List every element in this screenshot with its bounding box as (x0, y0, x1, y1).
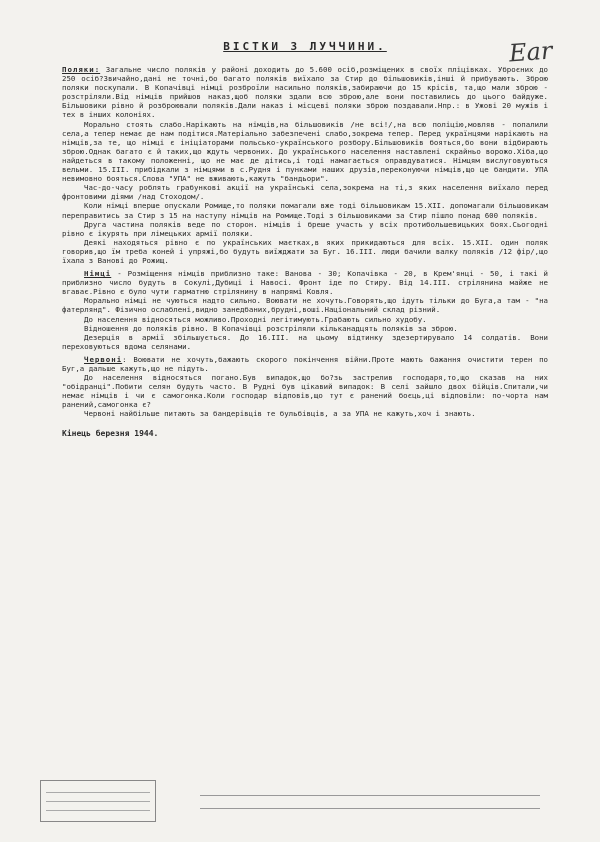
paragraph: Морально німці не чуються надто сильно. Воювати не хочуть.Говорять,що ідуть тільки до Буга,а там - "на фатерлянд". Фізично ослаблені,видно занедбаних,брудні,воші.Національний склад різний. (62, 296, 548, 315)
paragraph: Червоні: Воювати не хочуть,бажають скорого покінчення війни.Проте мають бажання очистити терен по Буг,а дальше кажуть,що не підуть. (62, 354, 548, 373)
paragraph: Відношення до поляків рівно. В Копачівці розстріляли кільканадцять поляків за зброю. (84, 323, 458, 333)
paragraph: Коли німці вперше опускали Ромище,то поляки помагали вже тоді більшовикам 15.ХІІ. допомагали більшовикам переправитись за Стир з 15 на наступу німців на Ромище.Тоді з більшовиками за Стир пішло понад 600 поляків. (62, 201, 548, 220)
paragraph: Німці - Розміщення німців приблизно таке: Ванова - 30; Копачівка - 20, в Крем'янці - 50, і такі й приблизно число будуть в Сокулі,Дубиці і Навосі. Фронт іде по Стиру. Від 14.ІІІ. стрілянина майже не вгаває.Рівно є було чути гарматню стрілянину в напрямі Ковля. (62, 269, 548, 297)
paragraph: Поляки: Загальне число поляків у районі доходить до 5.600 осіб,розміщених в своїх пліцівках. Уброєних до 250 осіб?Звичайно,дані не точні,бо багато поляків виїхало за Стир до більшовиків,інші й прибувають. Зброю поляки поскупали. В Копачівці німці розброїли насильно поляків,забираючи до 15 крісів, та,що мали зброю - розстріляли.Від німців прийшов наказ,щоб поляки здали всю зброю,але вони поставились до цього байдуже. Більшовики рівно й розброювали поляків.Дали наказ і місцеві поляки зброю поздавали.Нпр.: в Ужові 20 мужів і тех в інших колоніях. (62, 65, 548, 120)
footer-rule (200, 795, 540, 821)
paragraph: Дезерція в армії збільшується. До 16.ІІІ. на цьому відтинку здезертирувало 14 солдатів. Вони переховуються вдома селянами. (62, 332, 548, 351)
signature-date: Кінець березня 1944. (62, 428, 159, 438)
paragraph: Друга частина поляків веде по сторон. німців і бреше участь у всіх протибольшевицьких боях.Сьогодні рівно є ікурять при лімецьких армії поляки. (62, 219, 548, 238)
paragraph: До населення відносяться погано.Був випадок,що бо?зь застрелив господаря,то,що сказав на них "обідранці".Побити селян будуть часто. В Рудні був цікавий випадок: В селі зайшло двох бійців.Спитали,чи немає німців і чи є самогонка.Коли господар відповів,що тут є ранений боєць,ці відповіли: по-чорта нам ранений,самогонка є? (62, 373, 548, 410)
document-title: ВІСТКИ З ЛУЧЧИНИ. (223, 40, 387, 53)
paragraph: Деякі находяться рівно є по українських маєтках,в яких прикидаються для всіх. 15.ХІІ. один поляк говорив,що їм треба коней і упряжі,бо будуть виїжджати за Буг. 16.ІІІ. люди бачили валку поляків /12 фір/,що їхала з Ванові до Рожищ. (62, 237, 548, 265)
paragraph: До населення відносяться можливо.Проходні легітимують.Грабають сильно худобу. (84, 314, 427, 324)
document-body (62, 65, 548, 419)
archive-stamp (40, 780, 156, 822)
paragraph: Червоні найбільше питають за бандерівців те бульбівців, а за УПА не кажуть,хоч і знають. (84, 409, 476, 419)
paragraph: Морально стоять слабо.Нарікають на німців,на більшовиків /не всі!/,на всю поліцію,мовляв - попалили села,а тепер немає де нам подітися.Матеріально забезпечені слабо,зокрема тепер. Перед українцями нарікають на німців,за те, що німці є ініціаторами польсько-українського розбору.Більшовиків бояться,бо вони відбирають зброю.Однак багато є й таких,що ждуть червоних. До українського населення наставлені скрайньо ворожо.Хіба,що найдеться в такому положенні, що не має де дітись,і тоді намагається оправдуватися. Німцям вислуговуються вельми. 15.ІІІ. прибідкали з німцями в с.Рудня і пунками наших друзів,переконуючи німців,що це бандити. УПА невимовно бояться.Слова "УПА" не вживають,кажуть "бандьори". (62, 119, 548, 184)
paragraph: Час-до-часу роблять грабункові акції на українські села,зокрема на ті,з яких населення виїхало перед фронтовими діями /над Стоходом/. (62, 183, 548, 202)
handwritten-mark: Ear (507, 36, 553, 68)
